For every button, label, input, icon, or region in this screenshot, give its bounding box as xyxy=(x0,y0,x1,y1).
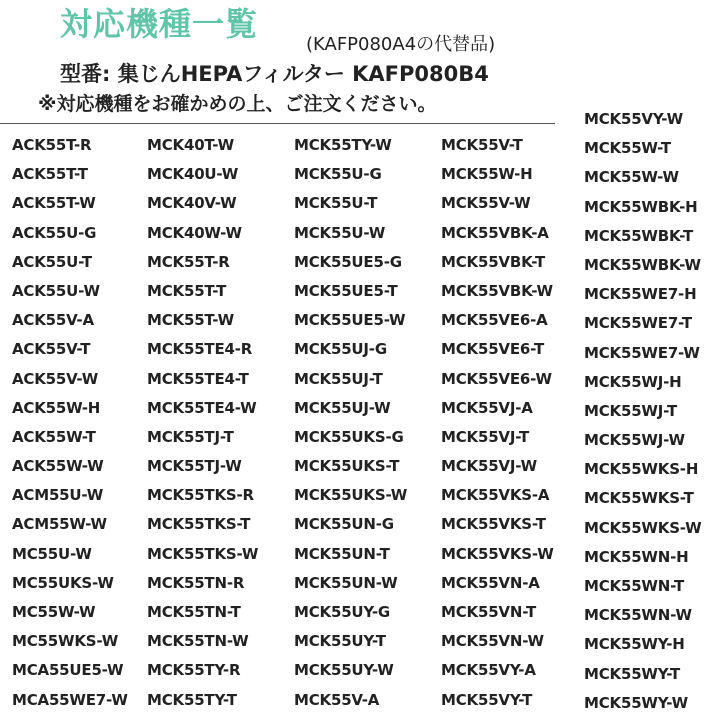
model-item: MCK55VE6-W xyxy=(441,369,552,388)
model-item: MCK55TY-T xyxy=(147,690,237,709)
model-item: ACK55U-T xyxy=(12,252,92,271)
model-column-5 xyxy=(584,105,702,718)
model-item: MC55WKS-W xyxy=(12,632,119,651)
model-item: ACK55V-W xyxy=(12,369,99,388)
model-item: ACM55U-W xyxy=(12,486,104,505)
model-item: MCK55TN-T xyxy=(147,603,241,621)
model-item: MCK55VKS-T xyxy=(441,515,546,534)
model-item: MCK55TE4-T xyxy=(147,369,249,388)
model-item: MCK55TY-R xyxy=(147,661,241,680)
model-item: MCK55V-T xyxy=(441,136,523,154)
model-column-1 xyxy=(12,131,128,715)
model-item: MCK40W-W xyxy=(147,223,242,242)
model-item: MCK55UY-G xyxy=(294,603,391,621)
model-item: MCK55WBK-T xyxy=(584,226,693,245)
model-item: MCK55W-T xyxy=(584,139,671,158)
model-column-4 xyxy=(441,131,554,715)
model-item: MCK55UN-G xyxy=(294,515,394,534)
model-item: MCK55V-A xyxy=(294,690,380,709)
model-item: MCK55UN-W xyxy=(294,573,398,592)
model-item: MCK55VBK-T xyxy=(441,252,546,271)
model-item: MCK55WN-W xyxy=(584,606,692,625)
model-item: MCK55WJ-T xyxy=(584,401,678,420)
model-item: MCK55WKS-H xyxy=(584,460,699,479)
model-item: ACK55T-W xyxy=(12,194,96,213)
model-item: MCK55WKS-T xyxy=(584,489,694,508)
model-item: MCK55UKS-W xyxy=(294,486,408,505)
model-item: MCK55VY-T xyxy=(441,690,533,709)
model-item: MCK55VKS-A xyxy=(441,486,550,505)
model-item: MCK55TN-W xyxy=(147,632,249,651)
model-item: MCK55WBK-H xyxy=(584,197,698,216)
model-item: MCK55VBK-W xyxy=(441,281,553,300)
model-item: MCK55VJ-A xyxy=(441,398,533,417)
model-item: MCK55T-R xyxy=(147,252,230,271)
model-item: MCK55VN-A xyxy=(441,573,540,592)
model-item: MCK55WN-T xyxy=(584,577,684,595)
model-item: MCK55WY-H xyxy=(584,635,685,654)
model-item: MCK55VJ-W xyxy=(441,457,537,476)
model-item: MCK40T-W xyxy=(147,136,234,154)
model-item: MCK55UY-T xyxy=(294,632,386,651)
model-item: MCK55UJ-G xyxy=(294,340,387,359)
model-item: MCK55TKS-R xyxy=(147,486,254,505)
model-item: ACK55U-G xyxy=(12,223,97,242)
model-item: MCK55TE4-W xyxy=(147,398,257,417)
model-item: MCK55T-W xyxy=(147,311,234,330)
model-item: MCK40V-W xyxy=(147,194,237,213)
model-item: MCK55WE7-T xyxy=(584,314,692,333)
model-item: MCK55T-T xyxy=(147,281,227,300)
model-item: MCK55VBK-A xyxy=(441,223,549,242)
model-item: MCK55VKS-W xyxy=(441,544,554,563)
model-item: MC55U-W xyxy=(12,544,92,563)
model-item: MCK55VY-A xyxy=(441,661,536,680)
model-column-2 xyxy=(147,131,258,715)
model-item: MCK55TY-W xyxy=(294,136,392,154)
model-item: MC55W-W xyxy=(12,603,96,621)
model-column-3 xyxy=(294,131,407,715)
model-item: ACK55W-H xyxy=(12,398,101,417)
model-item: MCK55UKS-G xyxy=(294,427,404,446)
model-item: MCK55UE5-T xyxy=(294,281,398,300)
header-divider xyxy=(0,123,555,124)
model-item: MCK55VY-W xyxy=(584,110,683,128)
model-item: MCK55WBK-W xyxy=(584,255,701,274)
model-item: MCK40U-W xyxy=(147,165,239,184)
model-item: MCK55UJ-T xyxy=(294,369,383,388)
model-number-line: 型番: 集じんHEPAフィルター KAFP080B4 xyxy=(60,62,489,86)
model-item: ACK55T-R xyxy=(12,136,92,154)
model-item: MCK55UY-W xyxy=(294,661,394,680)
model-item: MCK55VE6-T xyxy=(441,340,544,359)
model-item: MCK55VN-T xyxy=(441,603,537,621)
model-item: MCK55U-T xyxy=(294,194,378,213)
model-item: MCK55UE5-W xyxy=(294,311,406,330)
model-item: MCK55TJ-T xyxy=(147,427,234,446)
model-item: ACK55W-T xyxy=(12,427,96,446)
model-item: MCK55VJ-T xyxy=(441,427,530,446)
model-item: MCK55V-W xyxy=(441,194,531,213)
replacement-note: (KAFP080A4の代替品) xyxy=(306,34,496,55)
model-item: MCK55UE5-G xyxy=(294,252,402,271)
model-item: ACK55U-W xyxy=(12,281,100,300)
model-item: ACK55T-T xyxy=(12,165,88,184)
model-item: MCK55WY-T xyxy=(584,664,681,683)
model-item: MCK55WY-W xyxy=(584,693,688,712)
page-title: 対応機種一覧 xyxy=(60,5,259,43)
model-item: MCK55UJ-W xyxy=(294,398,391,417)
model-item: MCK55W-W xyxy=(584,168,679,187)
model-item: MCK55TE4-R xyxy=(147,340,253,359)
model-item: MCK55WKS-W xyxy=(584,518,702,537)
model-item: MCK55VE6-A xyxy=(441,311,548,330)
model-item: MCA55WE7-W xyxy=(12,690,128,709)
model-item: MCK55TJ-W xyxy=(147,457,242,476)
model-item: MCK55TKS-T xyxy=(147,515,251,534)
model-item: MCK55WJ-H xyxy=(584,372,682,391)
model-item: MCK55W-H xyxy=(441,165,533,184)
order-notice: ※対応機種をお確かめの上、ご注文ください。 xyxy=(38,93,437,115)
model-item: MCK55U-G xyxy=(294,165,382,184)
model-item: ACK55V-A xyxy=(12,311,94,330)
model-item: MCK55WE7-H xyxy=(584,285,697,304)
model-item: ACK55V-T xyxy=(12,340,91,359)
model-item: MCK55U-W xyxy=(294,223,386,242)
model-item: MCK55WN-H xyxy=(584,547,689,566)
model-item: MCK55VN-W xyxy=(441,632,544,651)
model-item: MCK55WJ-W xyxy=(584,431,685,450)
model-item: ACM55W-W xyxy=(12,515,107,534)
model-item: MCK55TN-R xyxy=(147,573,245,592)
model-item: MCA55UE5-W xyxy=(12,661,124,680)
model-item: ACK55W-W xyxy=(12,457,104,476)
model-item: MCK55WE7-W xyxy=(584,343,700,362)
model-item: MC55UKS-W xyxy=(12,573,114,592)
model-item: MCK55TKS-W xyxy=(147,544,259,563)
model-item: MCK55UKS-T xyxy=(294,457,400,476)
model-item: MCK55UN-T xyxy=(294,544,390,563)
